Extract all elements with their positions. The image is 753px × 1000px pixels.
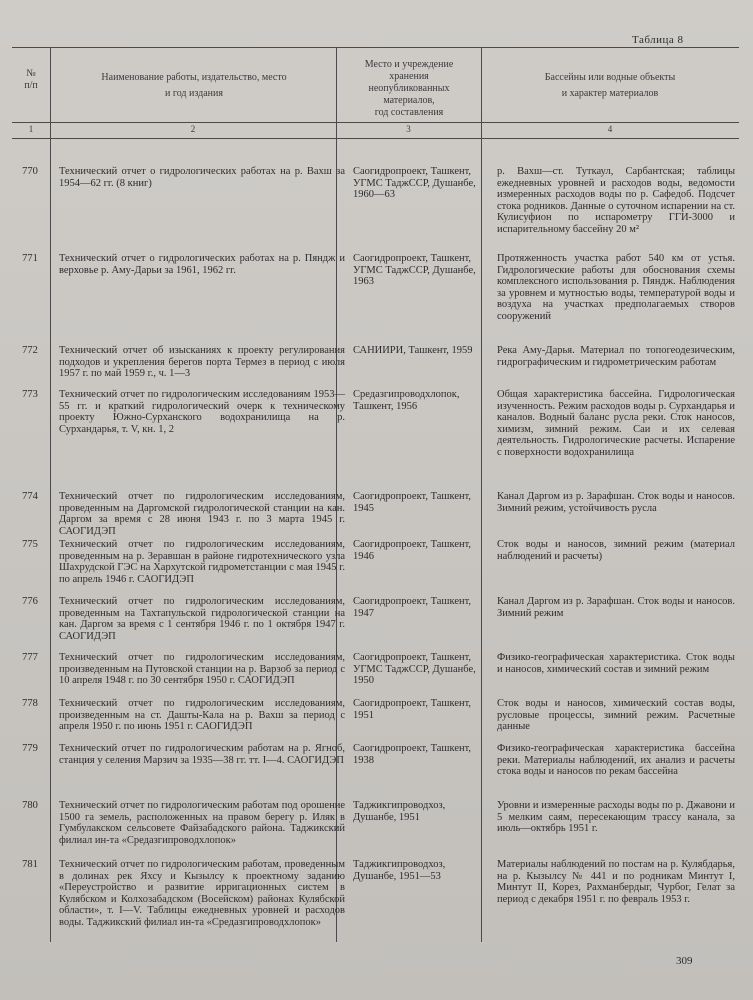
row-place: Саогидропроект, Ташкент, УГМС ТаджССР, Душанбе, 1963 xyxy=(353,253,476,288)
row-number: 770 xyxy=(22,166,38,177)
header-bottom-rule xyxy=(12,122,739,123)
row-number: 771 xyxy=(22,253,38,264)
row-number: 780 xyxy=(22,800,38,811)
row-place: Саогидропроект, Ташкент, УГМС ТаджССР, Душанбе, 1950 xyxy=(353,652,476,687)
colnum-4: 4 xyxy=(607,124,613,134)
colnum-1: 1 xyxy=(28,124,34,134)
colnum-3: 3 xyxy=(406,124,411,134)
row-desc: Канал Даргом из р. Зарафшан. Сток воды и наносов. Зимний режим, устойчивость русла xyxy=(497,491,735,514)
row-desc: Сток воды и наносов, зимний режим (материал наблюдений и расчеты) xyxy=(497,539,735,562)
row-title: Технический отчет о гидрологических работах на р. Пяндж и верховье р. Аму-Дарьи за 1961, 1962 гг. xyxy=(59,253,345,276)
row-desc: р. Вахш—ст. Туткаул, Сарбантская; таблицы ежедневных уровней и расходов воды, ведомости измеренных расходов воды по р. Сафедоб. Подсчет стока родников. Данные о суточном испарении на ст. Кулисуфион по испарометру ГГИ-3000 и испарительному бассейну 20 м² xyxy=(497,166,735,235)
row-desc: Канал Даргом из р. Зарафшан. Сток воды и наносов. Зимний режим xyxy=(497,596,735,619)
row-place: Саогидропроект, Ташкент, 1951 xyxy=(353,698,472,721)
header-title: Наименование работы, издательство, место и год издания xyxy=(101,72,287,99)
row-title: Технический отчет по гидрологическим исследованиям 1953—55 гг. и краткий гидрологический очерк к техническому проекту Южно-Сурханского водохранилища на р. Сурхандарья, т. V, кн. 1, 2 xyxy=(59,389,345,435)
row-desc: Уровни и измеренные расходы воды по р. Джавони и 5 мелким саям, пересекающим трассу канала, за июль—октябрь 1951 г. xyxy=(497,800,735,835)
header-num: № п/п xyxy=(24,68,38,91)
table-caption: Таблица 8 xyxy=(632,34,684,46)
row-desc: Физико-географическая характеристика бассейна реки. Материалы наблюдений, их анализ и расчеты стока воды и наносов по рекам бассейна xyxy=(497,743,735,778)
row-number: 772 xyxy=(22,345,38,356)
row-title: Технический отчет по гидрологическим исследованиям, произведенным на ст. Дашты-Кала на р. Вахш за период с апреля 1950 г. по июнь 1951 г. САОГИДЭП xyxy=(59,698,345,733)
row-place: Саогидропроект, Ташкент, УГМС ТаджССР, Душанбе, 1960—63 xyxy=(353,166,476,201)
row-number: 775 xyxy=(22,539,38,550)
page-number: 309 xyxy=(676,955,693,967)
row-place: Саогидропроект, Ташкент, 1945 xyxy=(353,491,472,514)
row-desc: Сток воды и наносов, химический состав воды, русловые процессы, зимний режим. Расчетные данные xyxy=(497,698,735,733)
row-number: 774 xyxy=(22,491,38,502)
row-desc: Материалы наблюдений по постам на р. Кулябдарья, на р. Кызылсу № 441 и по родникам Минтут I, Минтут II, Корез, Рахманбердыг, Чурбог, Гелат за период с декабря 1951 г. по февраль 1953 г. xyxy=(497,859,735,905)
row-title: Технический отчет о гидрологических работах на р. Вахш за 1954—62 гг. (8 книг) xyxy=(59,166,345,189)
row-title: Технический отчет по гидрологическим работам под орошение 1500 га земель, расположенных на правом берегу р. Иляк в Гумбулакском сельсовете Файзабадского района. Таджикский филиал ин-та «Средазгипроводхлопок» xyxy=(59,800,345,846)
row-number: 781 xyxy=(22,859,38,870)
header-top-rule xyxy=(12,47,739,48)
row-title: Технический отчет по гидрологическим исследованиям, проведенным на Даргомской гидрологической станции на кан. Даргом за время с 28 июня 1943 г. по 3 марта 1945 г. САОГИДЭП xyxy=(59,491,345,537)
row-title: Технический отчет по гидрологическим работам, проведенным в долинах рек Яхсу и Кызылсу к проектному заданию «Переустройство и развитие ирригационных систем в Кулябском и Колхозабадском (Восейском) районах Кулябской области», т. I—V. Таблицы ежедневных уровней и расходов воды. Таджикский филиал ин-та «Средазгипроводхлопок» xyxy=(59,859,345,928)
row-place: Таджикгипроводхоз, Душанбе, 1951 xyxy=(353,800,446,823)
row-desc: Протяженность участка работ 540 км от устья. Гидрологические работы для обоснования схемы комплексного использования р. Пяндж. Наблюдения за уровнем и мутностью воды, температурой воды и воздуха на участках предполагаемых створов сооружений xyxy=(497,253,735,322)
row-title: Технический отчет по гидрологическим работам на р. Ягноб, станция у селения Марзич за 1935—38 гг. тт. I—4. САОГИДЭП xyxy=(59,743,345,766)
row-place: САНИИРИ, Ташкент, 1959 xyxy=(353,345,473,356)
row-number: 778 xyxy=(22,698,38,709)
row-number: 776 xyxy=(22,596,38,607)
row-title: Технический отчет об изысканиях к проекту регулирования подходов и укрепления берегов порта Термез в период с июля 1957 г. по май 1959 г., ч. 1—3 xyxy=(59,345,345,380)
colnum-bottom-rule xyxy=(12,138,739,139)
row-title: Технический отчет по гидрологическим исследованиям, проведенным на р. Зеравшан в районе гидротехнического узла Шахрудской ГЭС на Хархутской гидрометстанции с мая 1945 г. по апрель 1946 г. САОГИДЭП xyxy=(59,539,345,585)
row-title: Технический отчет по гидрологическим исследованиям, произведенным на Путовской станции на р. Варзоб за период с 10 апреля 1948 г. по 30 сентября 1950 г. САОГИДЭП xyxy=(59,652,345,687)
row-number: 773 xyxy=(22,389,38,400)
header-desc: Бассейны или водные объекты и характер материалов xyxy=(544,72,676,99)
row-title: Технический отчет по гидрологическим исследованиям, проведенным на Тахтапульской гидрологической станции на кан. Даргом за время с 1 сентября 1946 г. по 1 октября 1947 г. САОГИДЭП xyxy=(59,596,345,642)
row-place: Саогидропроект, Ташкент, 1938 xyxy=(353,743,472,766)
row-desc: Физико-географическая характеристика. Сток воды и наносов, химический состав и зимний режим xyxy=(497,652,735,675)
colnum-2: 2 xyxy=(190,124,196,134)
row-number: 779 xyxy=(22,743,38,754)
row-place: Средазгипроводхлопок, Ташкент, 1956 xyxy=(353,389,460,412)
row-desc: Общая характеристика бассейна. Гидрологическая изученность. Режим расходов воды р. Сурхандарья и каналов. Водный баланс русла реки. Сток наносов, химизм, зимний режим. Саи и их селевая деятельность. Гидрологические расчеты. Испарение с поверхности водохранилища xyxy=(497,389,735,458)
header-place: Место и учреждение хранения неопубликованных материалов, год составления xyxy=(364,59,454,118)
column-rule-1 xyxy=(50,47,51,942)
row-place: Таджикгипроводхоз, Душанбе, 1951—53 xyxy=(353,859,446,882)
row-desc: Река Аму-Дарья. Материал по топогеодезическим, гидрографическим и гидрометрическим работам xyxy=(497,345,735,368)
row-place: Саогидропроект, Ташкент, 1946 xyxy=(353,539,472,562)
row-number: 777 xyxy=(22,652,38,663)
row-place: Саогидропроект, Ташкент, 1947 xyxy=(353,596,472,619)
